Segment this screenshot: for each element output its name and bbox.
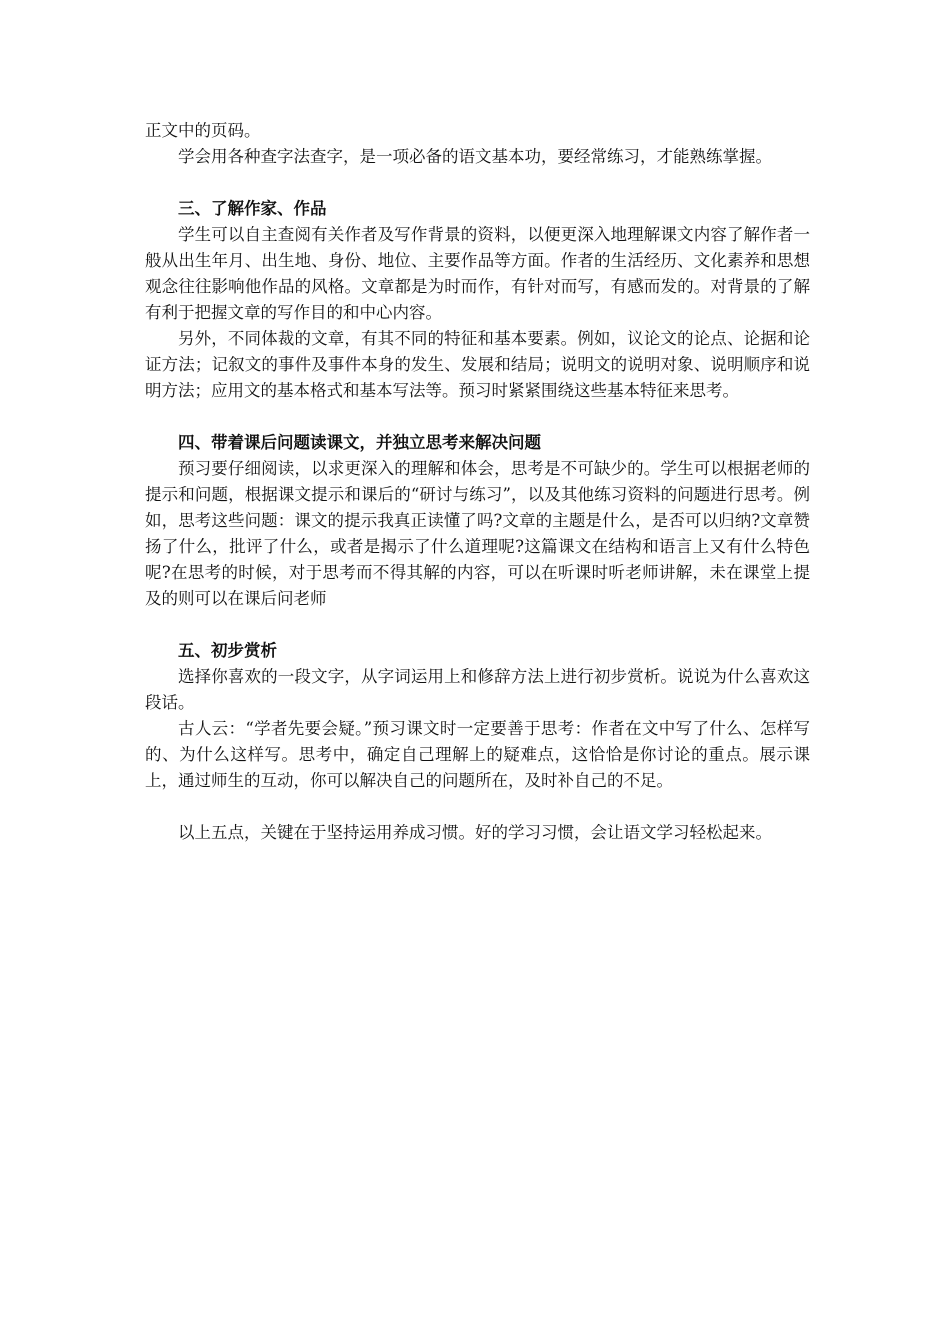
intro-continuation: 正文中的页码。	[145, 121, 261, 140]
document-page	[145, 118, 810, 846]
spacer	[145, 404, 810, 430]
section-5-paragraph-2: 古人云：“学者先要会疑。”预习课文时一定要善于思考：作者在文中写了什么、怎样写的、为什么这样写。思考中，确定自己理解上的疑难点，这恰恰是你讨论的重点。展示课上，通过师生的互动，你可以解决自己的问题所在，及时补自己的不足。	[145, 719, 810, 790]
section-4-heading: 四、带着课后问题读课文，并独立思考来解决问题	[178, 433, 541, 452]
section-5-paragraph-1: 选择你喜欢的一段文字，从字词运用上和修辞方法上进行初步赏析。说说为什么喜欢这段话。	[145, 667, 810, 712]
spacer	[145, 612, 810, 638]
section-5-heading: 五、初步赏析	[178, 641, 277, 660]
spacer	[145, 170, 810, 196]
section-3-heading: 三、了解作家、作品	[178, 199, 327, 218]
section-3-paragraph-2: 另外，不同体裁的文章，有其不同的特征和基本要素。例如，议论文的论点、论据和论证方法；记叙文的事件及事件本身的发生、发展和结局；说明文的说明对象、说明顺序和说明方法；应用文的基本格式和基本写法等。预习时紧紧围绕这些基本特征来思考。	[145, 329, 810, 400]
section-4-paragraph-1: 预习要仔细阅读，以求更深入的理解和体会，思考是不可缺少的。学生可以根据老师的提示和问题，根据课文提示和课后的“研讨与练习”，以及其他练习资料的问题进行思考。例如，思考这些问题：课文的提示我真正读懂了吗?文章的主题是什么，是否可以归纳?文章赞扬了什么，批评了什么，或者是揭示了什么道理呢?这篇课文在结构和语言上又有什么特色呢?在思考的时候，对于思考而不得其解的内容，可以在听课时听老师讲解，未在课堂上提及的则可以在课后问老师	[145, 459, 810, 608]
spacer	[145, 794, 810, 820]
dictionary-paragraph: 学会用各种查字法查字，是一项必备的语文基本功，要经常练习，才能熟练掌握。	[178, 147, 772, 166]
section-3-paragraph-1: 学生可以自主查阅有关作者及写作背景的资料，以便更深入地理解课文内容了解作者一般从出生年月、出生地、身份、地位、主要作品等方面。作者的生活经历、文化素养和思想观念往往影响他作品的风格。文章都是为时而作，有针对而写，有感而发的。对背景的了解有利于把握文章的写作目的和中心内容。	[145, 225, 810, 322]
conclusion-paragraph: 以上五点，关键在于坚持运用养成习惯。好的学习习惯，会让语文学习轻松起来。	[178, 823, 772, 842]
